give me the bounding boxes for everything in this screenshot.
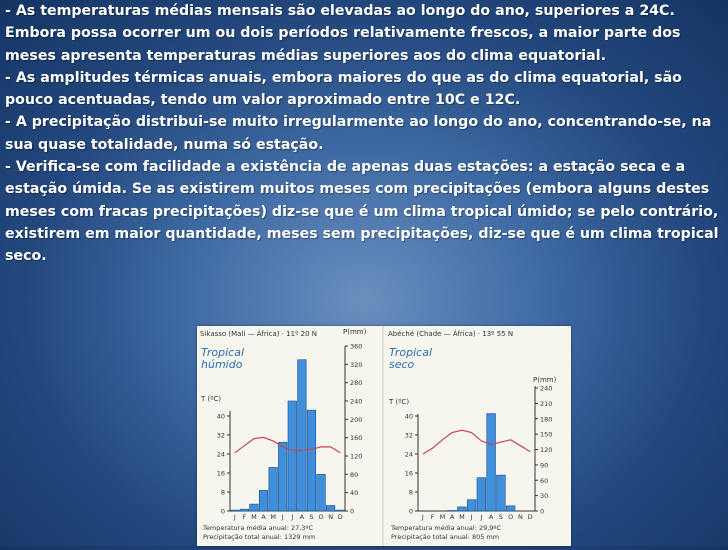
chart1-month-label: A bbox=[299, 513, 305, 521]
chart2-precip-tick-label: 240 bbox=[540, 384, 553, 393]
paragraph-temperatures: - As temperaturas médias mensais são elevadas ao longo do ano, superiores a 24C. Embora possa ocorrer um ou dois períodos relativamente frescos, a maior parte dos meses apresenta temperaturas médias superiores aos do clima equatorial. bbox=[5, 3, 681, 64]
chart2-precip-bar bbox=[458, 507, 467, 511]
chart1-station-label: Sikasso (Mali — África) · 11º 20 N bbox=[200, 330, 317, 338]
chart1-precip-bar bbox=[307, 410, 316, 511]
climograms-figure bbox=[197, 326, 571, 546]
chart1-month-label: N bbox=[328, 513, 334, 521]
chart2-month-label: J bbox=[470, 513, 473, 521]
chart1-precip-tick-label: 360 bbox=[350, 342, 363, 351]
chart1-month-label: S bbox=[309, 513, 314, 521]
chart2-month-label: A bbox=[449, 513, 455, 521]
chart1-month-label: J bbox=[281, 513, 284, 521]
chart1-temp-tick-label: 16 bbox=[216, 469, 225, 478]
chart2-precip-tick-label: 30 bbox=[540, 492, 549, 501]
chart1-precip-axis-label: P(mm) bbox=[343, 328, 367, 336]
chart1-precip-tick-label: 80 bbox=[350, 470, 359, 479]
chart1-precip-tick-label: 200 bbox=[350, 415, 363, 424]
paragraph-seasons: - Verifica-se com facilidade a existência de apenas duas estações: a estação seca e a estação úmida. Se as existirem muitos meses com precipitações (embora alguns destes meses com fracas precipitações) diz-se que é um clima tropical úmido; se pelo contrário, existirem em maior quantidade, meses sem precipitações, diz-se que é um clima tropical seco. bbox=[5, 159, 719, 265]
chart2-title-line1: Tropical bbox=[389, 346, 433, 359]
chart1-precip-bar bbox=[240, 509, 249, 511]
chart2-month-label: F bbox=[430, 513, 435, 521]
chart1-title-line1: Tropical bbox=[201, 346, 245, 359]
chart1-precip-bar bbox=[317, 474, 326, 511]
chart1-precip-bar bbox=[336, 510, 345, 511]
chart2-month-label: A bbox=[488, 513, 494, 521]
chart1-precip-tick-label: 160 bbox=[350, 434, 363, 443]
chart2-month-label: O bbox=[508, 513, 514, 521]
chart2-temp-axis-label: T (ºC) bbox=[389, 398, 410, 406]
chart1-month-label: O bbox=[318, 513, 324, 521]
slide-text bbox=[5, 0, 725, 268]
chart2-temp-tick-label: 32 bbox=[404, 431, 413, 440]
chart1-month-label: M bbox=[270, 513, 276, 521]
chart2-station-label: Abéché (Chade — África) · 13º 55 N bbox=[388, 330, 514, 338]
chart2-precip-tick-label: 180 bbox=[540, 415, 553, 424]
chart1-precip-tick-label: 120 bbox=[350, 452, 363, 461]
chart1-month-label: D bbox=[337, 513, 343, 521]
chart1-temp-axis-label: T (ºC) bbox=[201, 395, 222, 403]
chart2-temp-tick-label: 40 bbox=[404, 412, 413, 421]
chart1-precip-bar bbox=[288, 401, 297, 511]
chart1-month-label: A bbox=[261, 513, 266, 521]
chart2-temp-tick-label: 8 bbox=[408, 488, 413, 497]
chart1-precip-bar bbox=[231, 510, 240, 511]
chart2-precip-bar bbox=[497, 475, 506, 511]
chart1-precip-bar bbox=[326, 506, 335, 512]
paragraph-precipitation: - A precipitação distribui-se muito irregularmente ao longo do ano, concentrando-se, na sua quase totalidade, numa só estação. bbox=[5, 114, 712, 153]
chart2-precip-axis-label: P(mm) bbox=[533, 376, 557, 384]
chart1-precip-tick-label: 320 bbox=[350, 360, 363, 369]
chart1-footer-precip: Precipitação total anual: 1329 mm bbox=[203, 533, 316, 541]
chart2-precip-tick-label: 0 bbox=[540, 507, 545, 516]
chart1-precip-bar bbox=[269, 467, 278, 511]
chart1-precip-tick-label: 0 bbox=[350, 507, 355, 516]
chart2-footer-precip: Precipitação total anual: 805 mm bbox=[391, 533, 500, 541]
chart2-precip-tick-label: 90 bbox=[540, 461, 549, 470]
chart1-precip-bar bbox=[298, 360, 307, 511]
chart2-precip-bar bbox=[448, 510, 457, 511]
chart2-month-label: N bbox=[517, 513, 523, 521]
chart1-month-label: J bbox=[291, 513, 294, 521]
chart2-precip-tick-label: 150 bbox=[540, 430, 553, 439]
chart2-precip-bar bbox=[467, 500, 476, 511]
chart1-temperature-line bbox=[235, 437, 340, 452]
chart1-precip-tick-label: 40 bbox=[350, 489, 359, 498]
chart2-precip-tick-label: 210 bbox=[540, 399, 553, 408]
chart1-footer-temp: Temperatura média anual: 27,3ºC bbox=[203, 524, 314, 532]
chart2-title-line2: seco bbox=[389, 358, 415, 371]
chart1-temp-tick-label: 0 bbox=[220, 507, 225, 516]
chart2-temperature-line bbox=[423, 430, 530, 454]
chart2-temp-tick-label: 0 bbox=[408, 507, 413, 516]
chart1-precip-tick-label: 280 bbox=[350, 379, 363, 388]
paragraph-amplitudes: - As amplitudes térmicas anuais, embora maiores do que as do clima equatorial, são pouco acentuadas, tendo um valor aproximado entre 10C e 12C. bbox=[5, 69, 682, 109]
chart1-precip-bar bbox=[278, 442, 287, 511]
chart2-month-label: S bbox=[498, 513, 503, 521]
chart1-temp-tick-label: 8 bbox=[220, 488, 225, 497]
chart1-title-line2: húmido bbox=[201, 358, 243, 371]
chart1-precip-bar bbox=[259, 490, 268, 511]
chart1-temp-tick-label: 32 bbox=[216, 431, 225, 440]
chart2-month-label: M bbox=[439, 513, 446, 521]
chart2-temp-tick-label: 16 bbox=[404, 469, 413, 478]
chart1-month-label: F bbox=[242, 513, 247, 521]
chart1-temp-tick-label: 24 bbox=[216, 450, 225, 459]
chart2-month-label: J bbox=[480, 513, 483, 521]
chart1-month-label: J bbox=[233, 513, 236, 521]
chart2-precip-tick-label: 60 bbox=[540, 476, 549, 485]
chart2-precip-bar bbox=[477, 478, 486, 511]
chart2-temp-tick-label: 24 bbox=[404, 450, 413, 459]
chart2-precip-bar bbox=[506, 506, 515, 511]
chart2-precip-bar bbox=[487, 414, 496, 511]
chart2-month-label: J bbox=[421, 513, 424, 521]
chart2-precip-tick-label: 120 bbox=[540, 446, 553, 454]
chart2-footer-temp: Temperatura média anual: 29,9ºC bbox=[391, 524, 502, 532]
chart1-month-label: M bbox=[251, 513, 257, 521]
chart2-month-label: M bbox=[459, 513, 465, 521]
chart1-temp-tick-label: 40 bbox=[216, 412, 225, 421]
chart1-precip-tick-label: 240 bbox=[350, 397, 363, 406]
chart2-month-label: D bbox=[527, 513, 533, 521]
chart1-precip-bar bbox=[250, 504, 259, 511]
climograms-svg bbox=[197, 326, 571, 546]
